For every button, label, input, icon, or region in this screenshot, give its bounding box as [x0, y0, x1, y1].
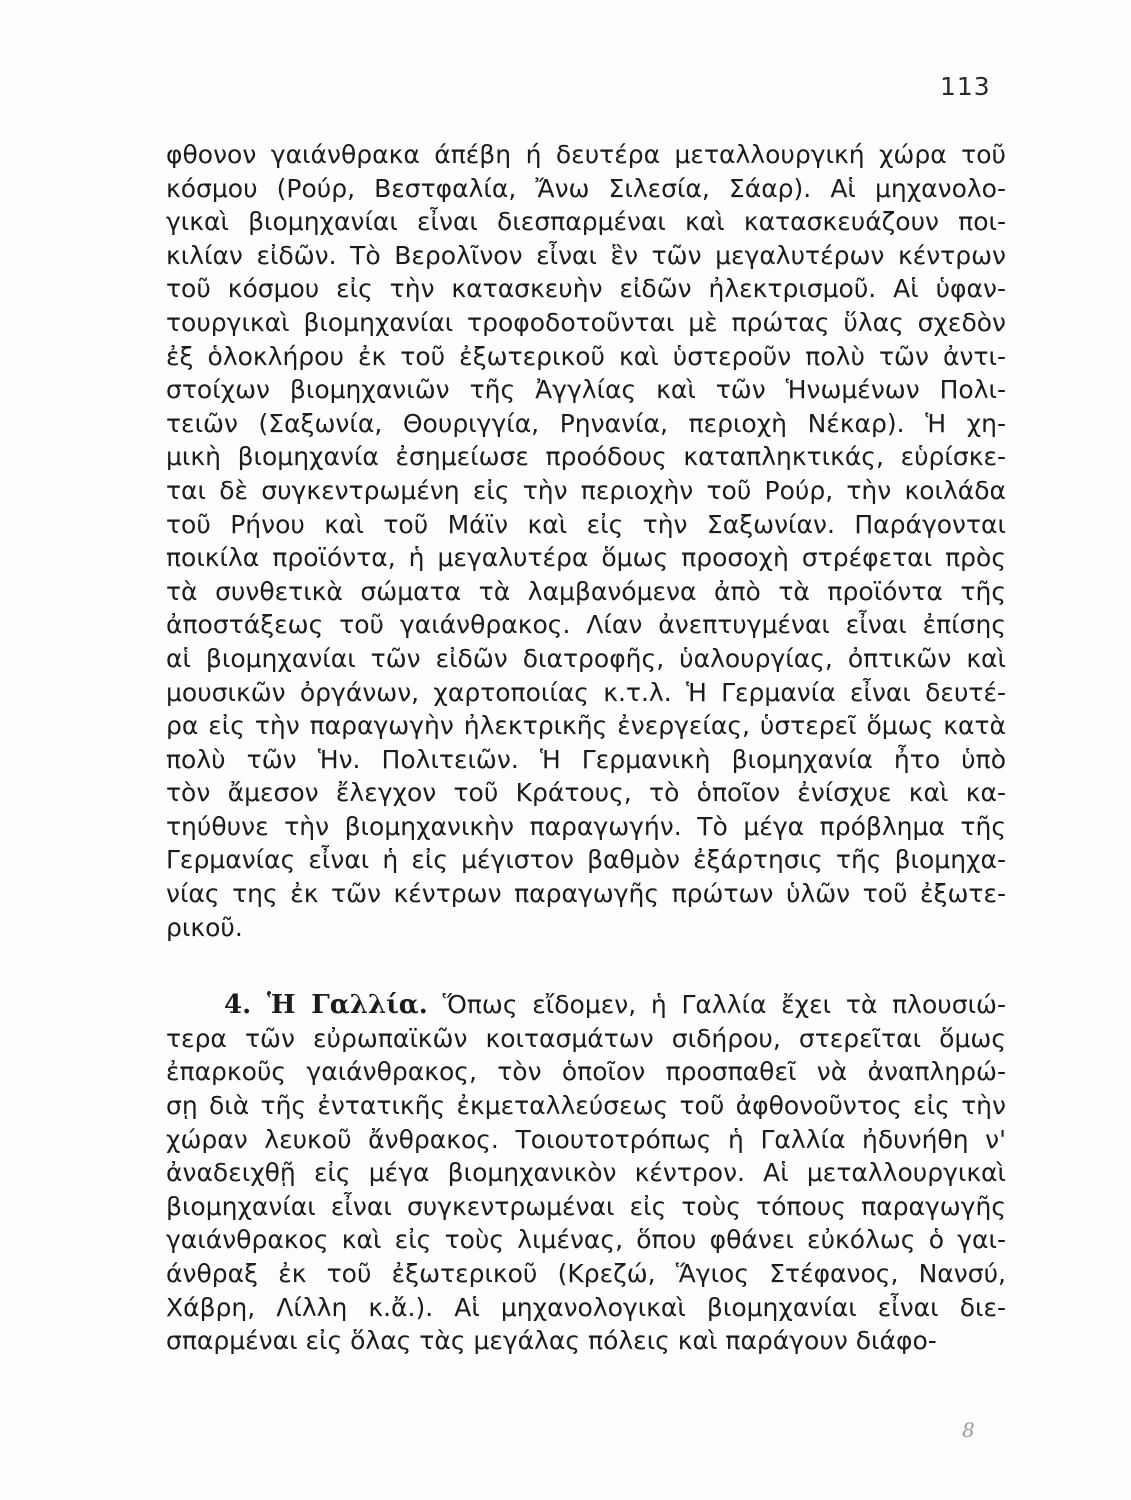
page-body — [166, 138, 1006, 1358]
text-line: ρα εἰς τὴν παραγωγὴν ἠλεκτρικῆς ἐνεργείας, ὑστερεῖ ὅμως κατὰ — [166, 711, 1006, 741]
text-line: χώραν λευκοῦ ἄνθρακος. Τοιουτοτρόπως ἡ Γαλλία ἠδυνήθη ν' — [166, 1124, 1006, 1154]
text-line: νίας της ἐκ τῶν κέντρων παραγωγῆς πρώτων ὑλῶν τοῦ ἐξωτε- — [166, 879, 1006, 909]
text-line: γικαὶ βιομηχανίαι εἶναι διεσπαρμέναι καὶ κατασκευάζουν ποι- — [166, 207, 1006, 237]
page-number: 113 — [940, 72, 991, 101]
signature-mark: 8 — [962, 1418, 975, 1442]
text-line: ποικίλα προϊόντα, ἡ μεγαλυτέρα ὅμως προσοχὴ στρέφεται πρὸς — [166, 543, 1006, 573]
text-line: τὰ συνθετικὰ σώματα τὰ λαμβανόμενα ἀπὸ τὰ προϊόντα τῆς — [166, 576, 1006, 606]
text-line: τὸν ἄμεσον ἔλεγχον τοῦ Κράτους, τὸ ὁποῖον ἐνίσχυε καὶ κα- — [166, 778, 1006, 808]
text-line: ται δὲ συγκεντρωμένη εἰς τὴν περιοχὴν τοῦ Ρούρ, τὴν κοιλάδα — [166, 475, 1006, 505]
section-first-line-text: Ὅπως εἴδομεν, ἡ Γαλλία ἔχει τὰ πλουσιώ- — [442, 990, 1006, 1020]
text-line: τουργικαὶ βιομηχανίαι τροφοδοτοῦνται μὲ πρώτας ὕλας σχεδὸν — [166, 307, 1006, 337]
text-line: κιλίαν εἰδῶν. Τὸ Βερολῖνον εἶναι ἓν τῶν μεγαλυτέρων κέντρων — [166, 240, 1006, 270]
text-line: τηύθυνε τὴν βιομηχανικὴν παραγωγήν. Τὸ μέγα πρόβλημα τῆς — [166, 811, 1006, 841]
paragraph-gap — [166, 944, 1006, 988]
text-line: τερα τῶν εὐρωπαϊκῶν κοιτασμάτων σιδήρου, στερεῖται ὅμως — [166, 1023, 1006, 1053]
section-france — [166, 988, 1006, 1358]
text-line: στοίχων βιομηχανιῶν τῆς Ἀγγλίας καὶ τῶν Ἡνωμένων Πολι- — [166, 375, 1006, 405]
text-line: πολὺ τῶν Ἡν. Πολιτειῶν. Ἡ Γερμανικὴ βιομηχανία ἦτο ὑπὸ — [166, 744, 1006, 774]
paragraph-germany-industry — [166, 138, 1006, 944]
text-line: τοῦ κόσμου εἰς τὴν κατασκευὴν εἰδῶν ἠλεκτρισμοῦ. Αἱ ὑφαν- — [166, 274, 1006, 304]
text-line: φθονον γαιάνθρακα άπέβη ή δευτέρα μεταλλουργική χώρα τοῦ — [166, 140, 1006, 169]
text-line: σπαρμέναι εἰς ὅλας τὰς μεγάλας πόλεις καὶ παράγουν διάφο- — [166, 1326, 937, 1356]
text-line: ρικοῦ. — [166, 912, 243, 942]
section-first-line — [166, 988, 1006, 1022]
section-heading: 4. Ἡ Γαλλία. — [224, 990, 428, 1021]
text-line: Γερμανίας εἶναι ἡ εἰς μέγιστον βαθμὸν ἐξάρτησις τῆς βιομηχα- — [166, 845, 1006, 875]
text-line: ἐξ ὁλοκλήρου ἐκ τοῦ ἐξωτερικοῦ καὶ ὑστεροῦν πολὺ τῶν ἀντι- — [166, 341, 1006, 371]
text-line: ἐπαρκοῦς γαιάνθρακος, τὸν ὁποῖον προσπαθεῖ νὰ ἀναπληρώ- — [166, 1057, 1006, 1087]
text-line: Χάβρη, Λίλλη κ.ἄ.). Αἱ μηχανολογικαὶ βιομηχανίαι εἶναι διε- — [166, 1292, 1006, 1322]
text-line: ἀποστάξεως τοῦ γαιάνθρακος. Λίαν ἀνεπτυγμέναι εἶναι ἐπίσης — [166, 610, 1006, 640]
text-line: ἀναδειχθῇ εἰς μέγα βιομηχανικὸν κέντρον. Αἱ μεταλλουργικαὶ — [166, 1158, 1006, 1188]
text-line: τειῶν (Σαξωνία, Θουριγγία, Ρηνανία, περιοχὴ Νέκαρ). Ἡ χη- — [166, 408, 1006, 438]
text-line: μικὴ βιομηχανία ἐσημείωσε προόδους καταπληκτικάς, εὑρίσκε- — [166, 442, 1006, 472]
text-line: κόσμου (Ρούρ, Βεστφαλία, Ἄνω Σιλεσία, Σάαρ). Αἱ μηχανολο- — [166, 173, 1006, 203]
text-line: σῃ διὰ τῆς ἐντατικῆς ἐκμεταλλεύσεως τοῦ ἀφθονοῦντος εἰς τὴν — [166, 1091, 1006, 1121]
text-line: άνθραξ ἐκ τοῦ ἐξωτερικοῦ (Κρεζώ, Ἅγιος Στέφανος, Νανσύ, — [166, 1259, 1006, 1288]
text-line: αἱ βιομηχανίαι τῶν εἰδῶν διατροφῆς, ὑαλουργίας, ὀπτικῶν καὶ — [166, 643, 1006, 673]
text-line: γαιάνθρακος καὶ εἰς τοὺς λιμένας, ὅπου φθάνει εὐκόλως ὁ γαι- — [166, 1225, 1006, 1255]
section-lines — [166, 1022, 1006, 1358]
text-line: τοῦ Ρήνου καὶ τοῦ Μάϊν καὶ εἰς τὴν Σαξωνίαν. Παράγονται — [166, 509, 1006, 539]
text-line: βιομηχανίαι εἶναι συγκεντρωμέναι εἰς τοὺς τόπους παραγωγῆς — [166, 1191, 1006, 1221]
text-line: μουσικῶν ὀργάνων, χαρτοποιίας κ.τ.λ. Ἡ Γερμανία εἶναι δευτέ- — [166, 677, 1006, 707]
